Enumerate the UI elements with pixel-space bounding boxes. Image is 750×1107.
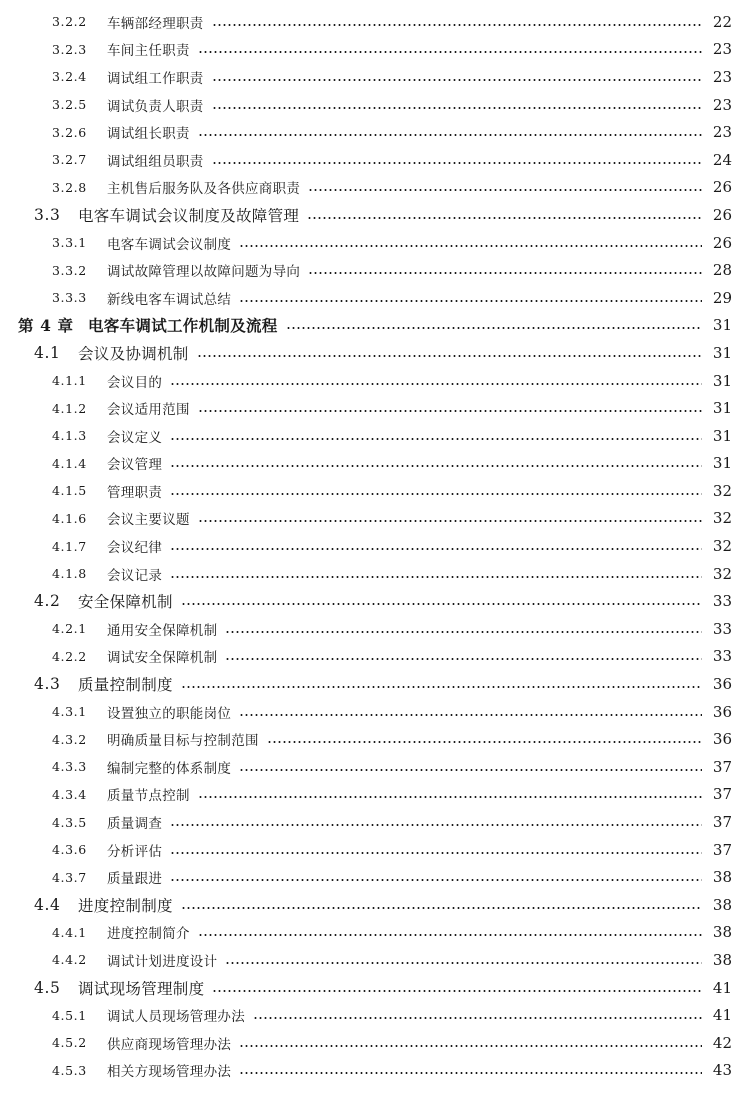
toc-subsection-entry[interactable] (0, 615, 750, 643)
toc-subsection-entry[interactable] (0, 450, 750, 478)
toc-entry-page-number: 33 (712, 619, 732, 638)
toc-entry-page-number: 23 (712, 40, 732, 59)
toc-entry-title: 管理职责 (107, 484, 163, 501)
toc-subsection-entry[interactable] (0, 91, 750, 119)
toc-entry-number: 3.2.3 (52, 41, 87, 57)
toc-dot-leader (286, 327, 702, 329)
toc-entry-title: 分析评估 (107, 843, 163, 860)
toc-entry-page-number: 23 (712, 95, 732, 114)
toc-entry-page-number: 38 (712, 923, 732, 942)
toc-entry-page-number: 36 (712, 702, 732, 721)
toc-entry-number: 4.1.5 (52, 483, 87, 499)
toc-subsection-entry[interactable] (0, 753, 750, 781)
toc-dot-leader (197, 355, 702, 357)
toc-entry-page-number: 41 (712, 1006, 732, 1025)
toc-subsection-entry[interactable] (0, 1001, 750, 1029)
toc-entry-page-number: 31 (712, 371, 732, 390)
toc-subsection-entry[interactable] (0, 229, 750, 257)
toc-entry-number: 4.1.1 (52, 373, 87, 389)
toc-entry-page-number: 32 (712, 537, 732, 556)
toc-dot-leader (198, 520, 702, 522)
toc-entry-title: 电客车调试工作机制及流程 (88, 316, 278, 336)
toc-entry-title: 调试故障管理以故障问题为导向 (107, 264, 301, 281)
toc-subsection-entry[interactable] (0, 863, 750, 891)
toc-entry-number: 4.1.6 (52, 510, 87, 526)
toc-entry-number: 4.5.2 (52, 1035, 87, 1051)
toc-entry-title: 调试组长职责 (107, 126, 190, 143)
toc-entry-page-number: 31 (712, 316, 732, 335)
toc-entry-number: 4.2.2 (52, 648, 87, 664)
toc-subsection-entry[interactable] (0, 118, 750, 146)
toc-entry-number: 4.1.2 (52, 400, 87, 416)
toc-entry-page-number: 42 (712, 1033, 732, 1052)
toc-dot-leader (225, 962, 702, 964)
toc-entry-title: 调试现场管理制度 (78, 979, 205, 998)
toc-entry-page-number: 31 (712, 454, 732, 473)
toc-entry-page-number: 26 (712, 233, 732, 252)
toc-entry-page-number: 31 (712, 343, 732, 362)
toc-dot-leader (253, 1017, 702, 1019)
toc-entry-page-number: 24 (712, 150, 732, 169)
toc-subsection-entry[interactable] (0, 505, 750, 533)
toc-dot-leader (212, 990, 702, 992)
toc-dot-leader (308, 189, 702, 191)
toc-entry-title: 安全保障机制 (78, 593, 173, 612)
toc-entry-title: 车间主任职责 (107, 43, 190, 60)
toc-entry-number: 第 4 章 (18, 316, 74, 336)
toc-entry-number: 3.3.3 (52, 290, 87, 306)
toc-dot-leader (170, 852, 702, 854)
toc-dot-leader (198, 134, 702, 136)
toc-dot-leader (239, 714, 702, 716)
toc-entry-number: 4.3.6 (52, 842, 87, 858)
toc-subsection-entry[interactable] (0, 36, 750, 64)
toc-subsection-entry[interactable] (0, 725, 750, 753)
toc-dot-leader (170, 576, 702, 578)
toc-section-entry[interactable] (0, 670, 750, 698)
toc-entry-title: 质量跟进 (107, 871, 163, 888)
toc-entry-page-number: 28 (712, 261, 732, 280)
toc-entry-title: 编制完整的体系制度 (107, 760, 232, 777)
toc-entry-number: 3.2.7 (52, 152, 87, 168)
toc-subsection-entry[interactable] (0, 560, 750, 588)
toc-entry-title: 会议适用范围 (107, 402, 190, 419)
toc-dot-leader (239, 300, 702, 302)
toc-dot-leader (239, 1045, 702, 1047)
toc-entry-page-number: 26 (712, 178, 732, 197)
toc-subsection-entry[interactable] (0, 919, 750, 947)
toc-entry-number: 4.5 (34, 978, 61, 997)
toc-section-entry[interactable] (0, 339, 750, 367)
toc-entry-number: 4.4.1 (52, 924, 87, 940)
toc-entry-page-number: 32 (712, 481, 732, 500)
toc-entry-number: 4.1 (34, 343, 61, 362)
toc-entry-title: 质量节点控制 (107, 788, 190, 805)
toc-entry-title: 进度控制制度 (78, 896, 173, 915)
toc-subsection-entry[interactable] (0, 698, 750, 726)
toc-dot-leader (239, 769, 702, 771)
toc-entry-number: 4.3 (34, 675, 61, 694)
toc-entry-page-number: 31 (712, 426, 732, 445)
toc-dot-leader (181, 686, 702, 688)
table-of-contents (0, 8, 750, 1084)
toc-entry-page-number: 33 (712, 647, 732, 666)
toc-entry-number: 4.3.4 (52, 786, 87, 802)
toc-subsection-entry[interactable] (0, 63, 750, 91)
toc-subsection-entry[interactable] (0, 422, 750, 450)
toc-entry-number: 4.3.5 (52, 814, 87, 830)
toc-entry-number: 4.1.8 (52, 566, 87, 582)
toc-entry-number: 3.2.4 (52, 69, 87, 85)
toc-subsection-entry[interactable] (0, 781, 750, 809)
toc-dot-leader (170, 548, 702, 550)
toc-subsection-entry[interactable] (0, 174, 750, 202)
toc-entry-title: 质量调查 (107, 816, 163, 833)
toc-subsection-entry[interactable] (0, 8, 750, 36)
toc-entry-page-number: 23 (712, 67, 732, 86)
toc-subsection-entry[interactable] (0, 532, 750, 560)
toc-subsection-entry[interactable] (0, 808, 750, 836)
toc-entry-number: 4.3.3 (52, 759, 87, 775)
toc-entry-title: 会议纪律 (107, 540, 163, 557)
toc-subsection-entry[interactable] (0, 836, 750, 864)
toc-entry-page-number: 37 (712, 757, 732, 776)
toc-dot-leader (225, 658, 702, 660)
toc-entry-title: 电客车调试会议制度 (107, 236, 232, 253)
toc-entry-number: 3.2.6 (52, 124, 87, 140)
toc-entry-number: 4.5.1 (52, 1007, 87, 1023)
toc-entry-number: 3.3.2 (52, 262, 87, 278)
toc-section-entry[interactable] (0, 974, 750, 1002)
toc-entry-page-number: 43 (712, 1061, 732, 1080)
toc-entry-number: 4.5.3 (52, 1062, 87, 1078)
toc-dot-leader (212, 24, 702, 26)
toc-entry-number: 4.1.4 (52, 455, 87, 471)
toc-entry-title: 会议管理 (107, 457, 163, 474)
toc-entry-page-number: 26 (712, 205, 732, 224)
toc-entry-number: 4.2.1 (52, 621, 87, 637)
toc-entry-title: 相关方现场管理办法 (107, 1064, 232, 1081)
toc-entry-title: 调试计划进度设计 (107, 953, 218, 970)
toc-entry-title: 调试人员现场管理办法 (107, 1009, 245, 1026)
toc-subsection-entry[interactable] (0, 284, 750, 312)
toc-subsection-entry[interactable] (0, 643, 750, 671)
toc-entry-title: 通用安全保障机制 (107, 622, 218, 639)
toc-dot-leader (170, 383, 702, 385)
toc-entry-number: 4.1.3 (52, 428, 87, 444)
toc-entry-page-number: 32 (712, 564, 732, 583)
toc-entry-title: 质量控制制度 (78, 676, 173, 695)
toc-entry-page-number: 32 (712, 509, 732, 528)
toc-entry-number: 4.4.2 (52, 952, 87, 968)
toc-dot-leader (170, 493, 702, 495)
toc-entry-page-number: 37 (712, 813, 732, 832)
toc-dot-leader (225, 631, 702, 633)
toc-chapter-entry[interactable] (0, 312, 750, 340)
toc-entry-page-number: 37 (712, 785, 732, 804)
toc-entry-title: 明确质量目标与控制范围 (107, 733, 259, 750)
toc-dot-leader (170, 438, 702, 440)
toc-dot-leader (212, 107, 702, 109)
toc-subsection-entry[interactable] (0, 1029, 750, 1057)
toc-dot-leader (170, 824, 702, 826)
toc-subsection-entry[interactable] (0, 367, 750, 395)
toc-entry-page-number: 38 (712, 895, 732, 914)
toc-entry-title: 调试负责人职责 (107, 98, 204, 115)
toc-dot-leader (212, 79, 702, 81)
toc-entry-number: 3.2.5 (52, 97, 87, 113)
toc-entry-page-number: 22 (712, 12, 732, 31)
toc-entry-number: 4.3.1 (52, 704, 87, 720)
toc-entry-number: 4.2 (34, 592, 61, 611)
toc-subsection-entry[interactable] (0, 946, 750, 974)
toc-entry-page-number: 41 (712, 978, 732, 997)
toc-entry-title: 会议定义 (107, 429, 163, 446)
toc-entry-number: 4.3.2 (52, 731, 87, 747)
toc-entry-number: 4.4 (34, 895, 61, 914)
toc-dot-leader (181, 907, 702, 909)
toc-section-entry[interactable] (0, 587, 750, 615)
toc-entry-title: 电客车调试会议制度及故障管理 (78, 206, 300, 225)
toc-entry-title: 进度控制简介 (107, 926, 190, 943)
toc-entry-page-number: 38 (712, 950, 732, 969)
toc-entry-title: 新线电客车调试总结 (107, 291, 232, 308)
toc-entry-number: 3.2.8 (52, 179, 87, 195)
toc-entry-page-number: 29 (712, 288, 732, 307)
toc-entry-title: 供应商现场管理办法 (107, 1036, 232, 1053)
toc-dot-leader (198, 410, 702, 412)
toc-dot-leader (307, 217, 702, 219)
toc-dot-leader (267, 741, 702, 743)
toc-entry-page-number: 36 (712, 730, 732, 749)
toc-dot-leader (198, 51, 702, 53)
toc-dot-leader (239, 1072, 702, 1074)
toc-entry-page-number: 36 (712, 675, 732, 694)
toc-dot-leader (181, 603, 702, 605)
toc-subsection-entry[interactable] (0, 1057, 750, 1085)
toc-dot-leader (239, 245, 702, 247)
toc-entry-number: 4.3.7 (52, 869, 87, 885)
toc-dot-leader (212, 162, 702, 164)
toc-entry-title: 调试安全保障机制 (107, 650, 218, 667)
toc-subsection-entry[interactable] (0, 477, 750, 505)
toc-dot-leader (308, 272, 702, 274)
toc-subsection-entry[interactable] (0, 256, 750, 284)
toc-section-entry[interactable] (0, 891, 750, 919)
toc-entry-title: 会议主要议题 (107, 512, 190, 529)
toc-subsection-entry[interactable] (0, 394, 750, 422)
toc-entry-number: 4.1.7 (52, 538, 87, 554)
toc-dot-leader (170, 465, 702, 467)
toc-subsection-entry[interactable] (0, 146, 750, 174)
toc-entry-page-number: 23 (712, 123, 732, 142)
toc-entry-number: 3.3 (34, 205, 61, 224)
toc-entry-page-number: 33 (712, 592, 732, 611)
toc-dot-leader (198, 934, 702, 936)
toc-entry-page-number: 38 (712, 868, 732, 887)
toc-entry-title: 主机售后服务队及各供应商职责 (107, 181, 301, 198)
toc-entry-number: 3.3.1 (52, 235, 87, 251)
toc-entry-title: 会议及协调机制 (78, 344, 189, 363)
toc-entry-title: 设置独立的职能岗位 (107, 705, 232, 722)
toc-dot-leader (198, 796, 702, 798)
toc-dot-leader (170, 879, 702, 881)
toc-entry-title: 调试组组员职责 (107, 153, 204, 170)
toc-section-entry[interactable] (0, 201, 750, 229)
toc-entry-number: 3.2.2 (52, 14, 87, 30)
toc-entry-title: 车辆部经理职责 (107, 15, 204, 32)
toc-entry-page-number: 31 (712, 399, 732, 418)
toc-entry-title: 会议目的 (107, 374, 163, 391)
toc-entry-title: 调试组工作职责 (107, 70, 204, 87)
toc-entry-title: 会议记录 (107, 567, 163, 584)
toc-entry-page-number: 37 (712, 840, 732, 859)
